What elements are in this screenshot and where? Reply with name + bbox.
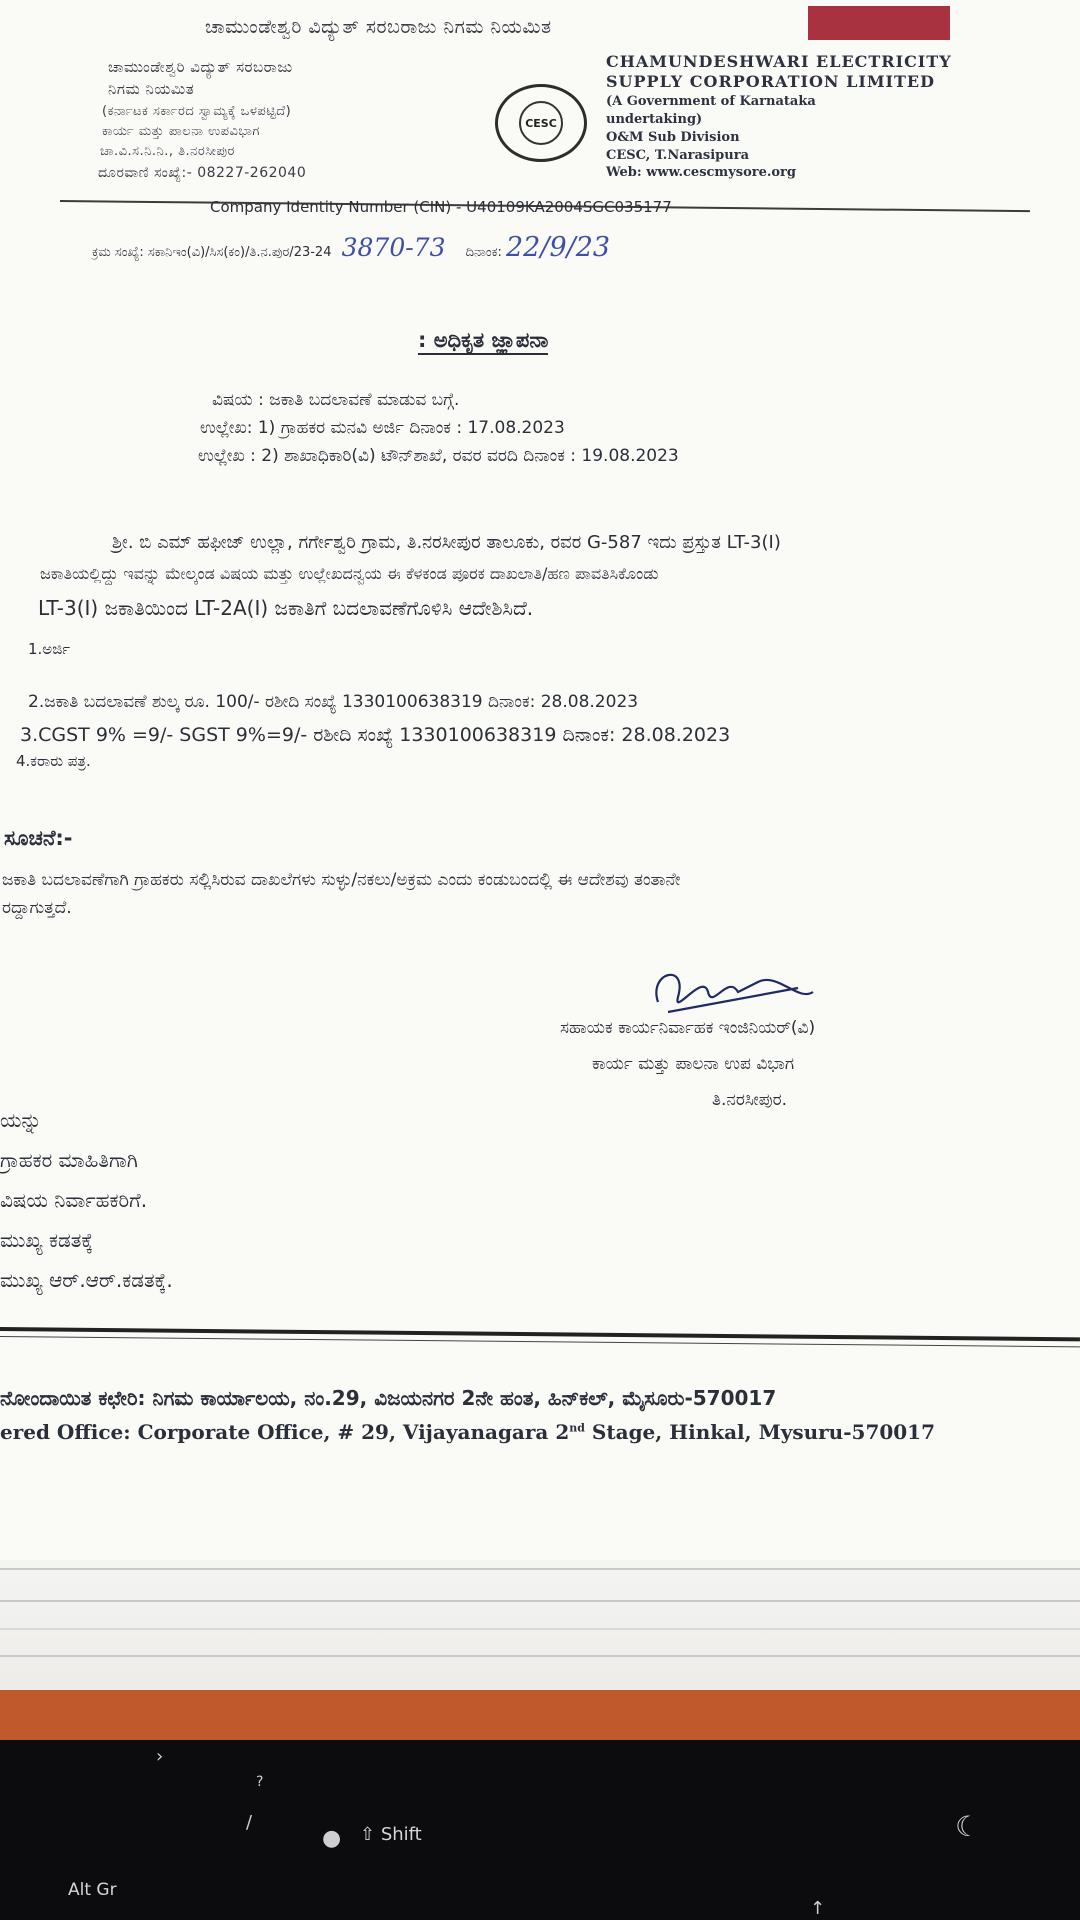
cin-number: Company Identity Number (CIN) - U40109KA2004SGC035177 (210, 198, 672, 216)
cesc-logo (495, 84, 587, 162)
note-heading: ಸೂಚನೆ:- (4, 826, 73, 850)
reference-date-label: ದಿನಾಂಕ: (465, 245, 502, 260)
paper-edge (0, 1628, 1080, 1630)
header-web: Web: www.cescmysore.org (606, 165, 796, 180)
footer-rule (0, 1327, 1080, 1341)
copy-to-item: ಗ್ರಾಹಕರ ಮಾಹಿತಿಗಾಗಿ (0, 1148, 138, 1172)
footer-english (0, 1420, 935, 1444)
header-en-line: O&M Sub Division (606, 130, 740, 145)
reference-item: ಉಲ್ಲೇಖ: 1) ಗ್ರಾಹಕರ ಮನವಿ ಅರ್ಜಿ ದಿನಾಂಕ : 17.08.2023 (200, 418, 565, 438)
header-kn-line: (ಕರ್ನಾಟಕ ಸರ್ಕಾರದ ಸ್ವಾಮ್ಯಕ್ಕೆ ಒಳಪಟ್ಟಿದೆ) (102, 104, 292, 119)
shift-label: Shift (380, 1824, 422, 1845)
moon-icon: ☾ (955, 1810, 981, 1843)
memo-title: : ಅಧಿಕೃತ ಜ್ಞಾಪನಾ (418, 328, 548, 355)
shift-key: ⇧ Shift (360, 1824, 422, 1845)
header-kn-line: ಚಾ.ವಿ.ಸ.ನಿ.ನಿ., ತಿ.ನರಸೀಪುರ (100, 144, 235, 159)
chevron-icon: › (156, 1746, 164, 1767)
reference-line (92, 232, 610, 263)
reference-date: 22/9/23 (506, 232, 611, 263)
copy-to-item: ಮುಖ್ಯ ಕಡತಕ್ಕೆ (0, 1228, 94, 1252)
signatory-place: ತಿ.ನರಸೀಪುರ. (712, 1090, 788, 1110)
copy-to-item: ಯನ್ನು (0, 1108, 42, 1132)
desk-surface-band (0, 1690, 1080, 1745)
footer-kannada: ನೋಂದಾಯಿತ ಕಛೇರಿ: ನಿಗಮ ಕಾರ್ಯಾಲಯ, ನಂ.29, ವಿಜಯನಗರ 2ನೇ ಹಂತ, ಹಿನ್‌ಕಲ್, ಮೈಸೂರು-570017 (0, 1386, 777, 1410)
alt-gr-key: Alt Gr (68, 1880, 117, 1900)
footer-sup: nd (569, 1421, 585, 1435)
body-line: LT-3(I) ಜಕಾತಿಯಿಂದ LT-2A(I) ಜಕಾತಿಗೆ ಬದಲಾವಣೆಗೊಳಿಸಿ ಆದೇಶಿಸಿದೆ. (38, 596, 534, 620)
paper-stack-shade (0, 1560, 1080, 1705)
header-en-line: CHAMUNDESHWARI ELECTRICITY (606, 52, 952, 71)
header-en-line: CESC, T.Narasipura (606, 148, 749, 163)
note-line: ಜಕಾತಿ ಬದಲಾವಣೆಗಾಗಿ ಗ್ರಾಹಕರು ಸಲ್ಲಿಸಿರುವ ದಾಖಲೆಗಳು ಸುಳ್ಳು/ನಕಲು/ಅಕ್ರಮ ಎಂದು ಕಂಡುಬಂದಲ್ಲಿ ಈ ಆದೇಶವು ತಂತಾನೇ (2, 870, 681, 890)
header-en-line: (A Government of Karnataka (606, 94, 816, 109)
header-en-line: SUPPLY CORPORATION LIMITED (606, 72, 935, 91)
body-line: ಜಕಾತಿಯಲ್ಲಿದ್ದು ಇವನ್ನು ಮೇಲ್ಕಂಡ ವಿಷಯ ಮತ್ತು ಉಲ್ಲೇಖದನ್ವಯ ಈ ಕೆಳಕಂಡ ಪೂರಕ ದಾಖಲಾತಿ/ಹಣ ಪಾವತಿಸಿಕೊಂಡು (40, 564, 659, 583)
paper-edge (0, 1600, 1080, 1602)
footer-address-a: ered Office: Corporate Office, # 29, Vijayanagara 2 (0, 1420, 570, 1444)
signatory-office: ಕಾರ್ಯ ಮತ್ತು ಪಾಲನಾ ಉಪ ವಿಭಾಗ (592, 1054, 795, 1074)
header-top-text: ಚಾಮುಂಡೇಶ್ವರಿ ವಿದ್ಯುತ್ ಸರಬರಾಜು ನಿಗಮ ನಿಯಮಿತ (205, 16, 552, 38)
note-line: ರದ್ದಾಗುತ್ತದೆ. (2, 898, 72, 918)
copy-to-item: ಮುಖ್ಯ ಆರ್.ಆರ್.ಕಡತಕ್ಕೆ. (0, 1268, 173, 1292)
reference-item: ಉಲ್ಲೇಖ : 2) ಶಾಖಾಧಿಕಾರಿ(ವಿ) ಟೌನ್‌ಶಾಖೆ, ರವರ ವರದಿ ದಿನಾಂಕ : 19.08.2023 (198, 446, 679, 466)
copy-to-item: ವಿಷಯ ನಿರ್ವಾಹಕರಿಗೆ. (0, 1188, 148, 1212)
logo-emblem: CESC (519, 101, 563, 145)
header-kn-line: ನಿಗಮ ನಿಯಮಿತ (108, 80, 195, 98)
photo-strip (808, 6, 950, 40)
footer-address-b: Stage, Hinkal, Mysuru-570017 (584, 1420, 936, 1444)
list-item: 4.ಕರಾರು ಪತ್ರ. (16, 752, 91, 770)
header-phone: ದೂರವಾಣಿ ಸಂಖ್ಯೆ:- 08227-262040 (98, 165, 307, 181)
reference-number: 3870-73 (341, 233, 446, 262)
header-en-line: undertaking) (606, 112, 703, 127)
drop-icon: ● (322, 1826, 342, 1851)
list-item: 3.CGST 9% =9/- SGST 9%=9/- ರಶೀದಿ ಸಂಖ್ಯೆ 1330100638319 ದಿನಾಂಕ: 28.08.2023 (20, 724, 731, 746)
arrow-up-icon: ↑ (810, 1898, 826, 1919)
list-item: 1.ಅರ್ಜಿ (28, 640, 71, 658)
paper-edge (0, 1568, 1080, 1570)
header-kn-line: ಚಾಮುಂಡೇಶ್ವರಿ ವಿದ್ಯುತ್ ಸರಬರಾಜು (108, 58, 293, 76)
paper-edge (0, 1655, 1080, 1657)
signatory-title: ಸಹಾಯಕ ಕಾರ್ಯನಿರ್ವಾಹಕ ಇಂಜಿನಿಯರ್(ವಿ) (560, 1018, 816, 1038)
body-line: ಶ್ರೀ. ಬಿ ಎಮ್ ಹಫೀಜ್ ಉಲ್ಲಾ, ಗರ್ಗೇಶ್ವರಿ ಗ್ರಾಮ, ತಿ.ನರಸೀಪುರ ತಾಲೂಕು, ರವರ G-587 ಇದು ಪ್ರಸ್ತುತ LT-3(I) (112, 532, 781, 553)
reference-prefix: ಕ್ರಮ ಸಂಖ್ಯೆ: ಸಕಾನಿಇಂ(ವಿ)/ಸಿಸ(ಕಂ)/ತಿ.ನ.ಪುರ/23-24 (92, 245, 332, 260)
slash-key-icon: / (246, 1812, 253, 1833)
subject-line: ವಿಷಯ : ಜಕಾತಿ ಬದಲಾವಣೆ ಮಾಡುವ ಬಗ್ಗೆ. (212, 390, 460, 410)
header-kn-line: ಕಾರ್ಯ ಮತ್ತು ಪಾಲನಾ ಉಪವಿಭಾಗ (102, 124, 260, 139)
list-item: 2.ಜಕಾತಿ ಬದಲಾವಣೆ ಶುಲ್ಕ ರೂ. 100/- ರಶೀದಿ ಸಂಖ್ಯೆ 1330100638319 ದಿನಾಂಕ: 28.08.2023 (28, 692, 639, 712)
question-key-icon: ? (256, 1774, 264, 1790)
keyboard (0, 1740, 1080, 1920)
